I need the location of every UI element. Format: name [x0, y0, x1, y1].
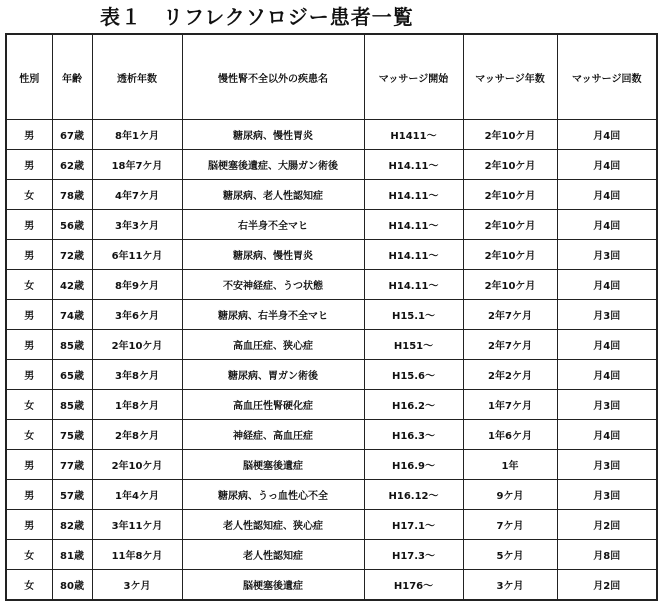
cell-disease: 糖尿病、右半身不全マヒ — [182, 300, 364, 330]
table-row — [6, 210, 657, 240]
cell-dialysis-years: 18年7ケ月 — [92, 150, 182, 180]
cell-sex: 男 — [6, 510, 52, 540]
cell-massage-start: H14.11～ — [364, 210, 463, 240]
cell-dialysis-years: 6年11ケ月 — [92, 240, 182, 270]
cell-disease: 脳梗塞後遺症、大腸ガン術後 — [182, 150, 364, 180]
cell-massage-years: 1年6ケ月 — [463, 420, 557, 450]
cell-massage-count: 月4回 — [557, 330, 657, 360]
header-age: 年齢 — [52, 34, 92, 120]
cell-sex: 男 — [6, 330, 52, 360]
cell-age: 57歳 — [52, 480, 92, 510]
cell-massage-years: 2年10ケ月 — [463, 210, 557, 240]
cell-massage-count: 月8回 — [557, 540, 657, 570]
header-dialysis-years: 透析年数 — [92, 34, 182, 120]
table-row — [6, 360, 657, 390]
cell-age: 65歳 — [52, 360, 92, 390]
cell-disease: 糖尿病、慢性胃炎 — [182, 120, 364, 150]
cell-sex: 男 — [6, 360, 52, 390]
cell-age: 42歳 — [52, 270, 92, 300]
cell-dialysis-years: 3年3ケ月 — [92, 210, 182, 240]
header-row — [6, 34, 657, 120]
cell-dialysis-years: 2年10ケ月 — [92, 450, 182, 480]
table-row — [6, 240, 657, 270]
table-row — [6, 390, 657, 420]
cell-massage-years: 2年10ケ月 — [463, 120, 557, 150]
cell-massage-start: H16.12～ — [364, 480, 463, 510]
cell-dialysis-years: 3ケ月 — [92, 570, 182, 601]
cell-massage-years: 5ケ月 — [463, 540, 557, 570]
cell-sex: 男 — [6, 240, 52, 270]
cell-massage-count: 月3回 — [557, 450, 657, 480]
cell-age: 72歳 — [52, 240, 92, 270]
cell-massage-start: H16.3～ — [364, 420, 463, 450]
table-row — [6, 270, 657, 300]
cell-disease: 糖尿病、老人性認知症 — [182, 180, 364, 210]
cell-dialysis-years: 11年8ケ月 — [92, 540, 182, 570]
cell-dialysis-years: 2年10ケ月 — [92, 330, 182, 360]
cell-disease: 不安神経症、うつ状態 — [182, 270, 364, 300]
table-row — [6, 570, 657, 601]
cell-massage-start: H14.11～ — [364, 270, 463, 300]
cell-massage-years: 1年7ケ月 — [463, 390, 557, 420]
cell-massage-start: H176～ — [364, 570, 463, 601]
cell-sex: 男 — [6, 150, 52, 180]
cell-massage-start: H16.9～ — [364, 450, 463, 480]
cell-age: 67歳 — [52, 120, 92, 150]
cell-massage-start: H15.1～ — [364, 300, 463, 330]
cell-age: 56歳 — [52, 210, 92, 240]
table-row — [6, 300, 657, 330]
cell-age: 77歳 — [52, 450, 92, 480]
cell-massage-years: 1年 — [463, 450, 557, 480]
cell-dialysis-years: 1年8ケ月 — [92, 390, 182, 420]
cell-disease: 糖尿病、慢性胃炎 — [182, 240, 364, 270]
cell-sex: 男 — [6, 450, 52, 480]
cell-massage-start: H14.11～ — [364, 150, 463, 180]
cell-sex: 女 — [6, 540, 52, 570]
table-row — [6, 330, 657, 360]
cell-dialysis-years: 2年8ケ月 — [92, 420, 182, 450]
cell-age: 85歳 — [52, 390, 92, 420]
cell-sex: 男 — [6, 480, 52, 510]
cell-dialysis-years: 3年11ケ月 — [92, 510, 182, 540]
cell-massage-count: 月2回 — [557, 570, 657, 601]
cell-massage-start: H16.2～ — [364, 390, 463, 420]
table-row — [6, 540, 657, 570]
table-row — [6, 450, 657, 480]
cell-massage-start: H151～ — [364, 330, 463, 360]
cell-massage-start: H15.6～ — [364, 360, 463, 390]
header-disease: 慢性腎不全以外の疾患名 — [182, 34, 364, 120]
header-massage-start: マッサージ開始 — [364, 34, 463, 120]
cell-sex: 女 — [6, 570, 52, 601]
cell-sex: 男 — [6, 210, 52, 240]
cell-massage-years: 2年10ケ月 — [463, 270, 557, 300]
patient-table — [5, 33, 658, 601]
cell-sex: 女 — [6, 420, 52, 450]
cell-massage-years: 2年10ケ月 — [463, 150, 557, 180]
cell-sex: 女 — [6, 390, 52, 420]
cell-sex: 男 — [6, 120, 52, 150]
cell-dialysis-years: 8年1ケ月 — [92, 120, 182, 150]
table-row — [6, 420, 657, 450]
cell-massage-count: 月4回 — [557, 420, 657, 450]
cell-age: 82歳 — [52, 510, 92, 540]
cell-massage-start: H1411～ — [364, 120, 463, 150]
cell-disease: 糖尿病、胃ガン術後 — [182, 360, 364, 390]
cell-massage-count: 月4回 — [557, 120, 657, 150]
cell-age: 74歳 — [52, 300, 92, 330]
cell-massage-years: 2年7ケ月 — [463, 330, 557, 360]
cell-dialysis-years: 3年8ケ月 — [92, 360, 182, 390]
header-massage-years: マッサージ年数 — [463, 34, 557, 120]
cell-disease: 脳梗塞後遺症 — [182, 450, 364, 480]
cell-disease: 神経症、高血圧症 — [182, 420, 364, 450]
cell-massage-count: 月4回 — [557, 210, 657, 240]
cell-massage-years: 3ケ月 — [463, 570, 557, 601]
cell-massage-years: 2年7ケ月 — [463, 300, 557, 330]
cell-massage-count: 月3回 — [557, 390, 657, 420]
table-row — [6, 480, 657, 510]
cell-massage-start: H17.1～ — [364, 510, 463, 540]
cell-dialysis-years: 1年4ケ月 — [92, 480, 182, 510]
cell-age: 85歳 — [52, 330, 92, 360]
cell-massage-count: 月3回 — [557, 240, 657, 270]
cell-disease: 高血圧症、狭心症 — [182, 330, 364, 360]
cell-massage-years: 9ケ月 — [463, 480, 557, 510]
cell-sex: 男 — [6, 300, 52, 330]
cell-disease: 脳梗塞後遺症 — [182, 570, 364, 601]
cell-age: 81歳 — [52, 540, 92, 570]
table-row — [6, 510, 657, 540]
cell-disease: 糖尿病、うっ血性心不全 — [182, 480, 364, 510]
table-row — [6, 150, 657, 180]
cell-age: 62歳 — [52, 150, 92, 180]
cell-massage-years: 2年10ケ月 — [463, 180, 557, 210]
cell-massage-start: H17.3～ — [364, 540, 463, 570]
cell-massage-start: H14.11～ — [364, 180, 463, 210]
cell-massage-count: 月4回 — [557, 150, 657, 180]
cell-age: 75歳 — [52, 420, 92, 450]
cell-dialysis-years: 3年6ケ月 — [92, 300, 182, 330]
cell-age: 80歳 — [52, 570, 92, 601]
cell-massage-years: 2年2ケ月 — [463, 360, 557, 390]
cell-disease: 老人性認知症、狭心症 — [182, 510, 364, 540]
header-sex: 性別 — [6, 34, 52, 120]
table-row — [6, 120, 657, 150]
cell-massage-years: 2年10ケ月 — [463, 240, 557, 270]
cell-massage-count: 月3回 — [557, 300, 657, 330]
table-title: 表１ リフレクソロジー患者一覧 — [100, 5, 414, 29]
cell-age: 78歳 — [52, 180, 92, 210]
table-body — [6, 120, 657, 601]
cell-dialysis-years: 8年9ケ月 — [92, 270, 182, 300]
cell-disease: 高血圧性腎硬化症 — [182, 390, 364, 420]
cell-massage-count: 月3回 — [557, 480, 657, 510]
cell-massage-count: 月4回 — [557, 180, 657, 210]
cell-massage-count: 月4回 — [557, 270, 657, 300]
cell-massage-count: 月2回 — [557, 510, 657, 540]
cell-massage-years: 7ケ月 — [463, 510, 557, 540]
cell-disease: 右半身不全マヒ — [182, 210, 364, 240]
cell-sex: 女 — [6, 180, 52, 210]
cell-massage-count: 月4回 — [557, 360, 657, 390]
table-row — [6, 180, 657, 210]
cell-massage-start: H14.11～ — [364, 240, 463, 270]
header-massage-count: マッサージ回数 — [557, 34, 657, 120]
cell-disease: 老人性認知症 — [182, 540, 364, 570]
cell-sex: 女 — [6, 270, 52, 300]
cell-dialysis-years: 4年7ケ月 — [92, 180, 182, 210]
